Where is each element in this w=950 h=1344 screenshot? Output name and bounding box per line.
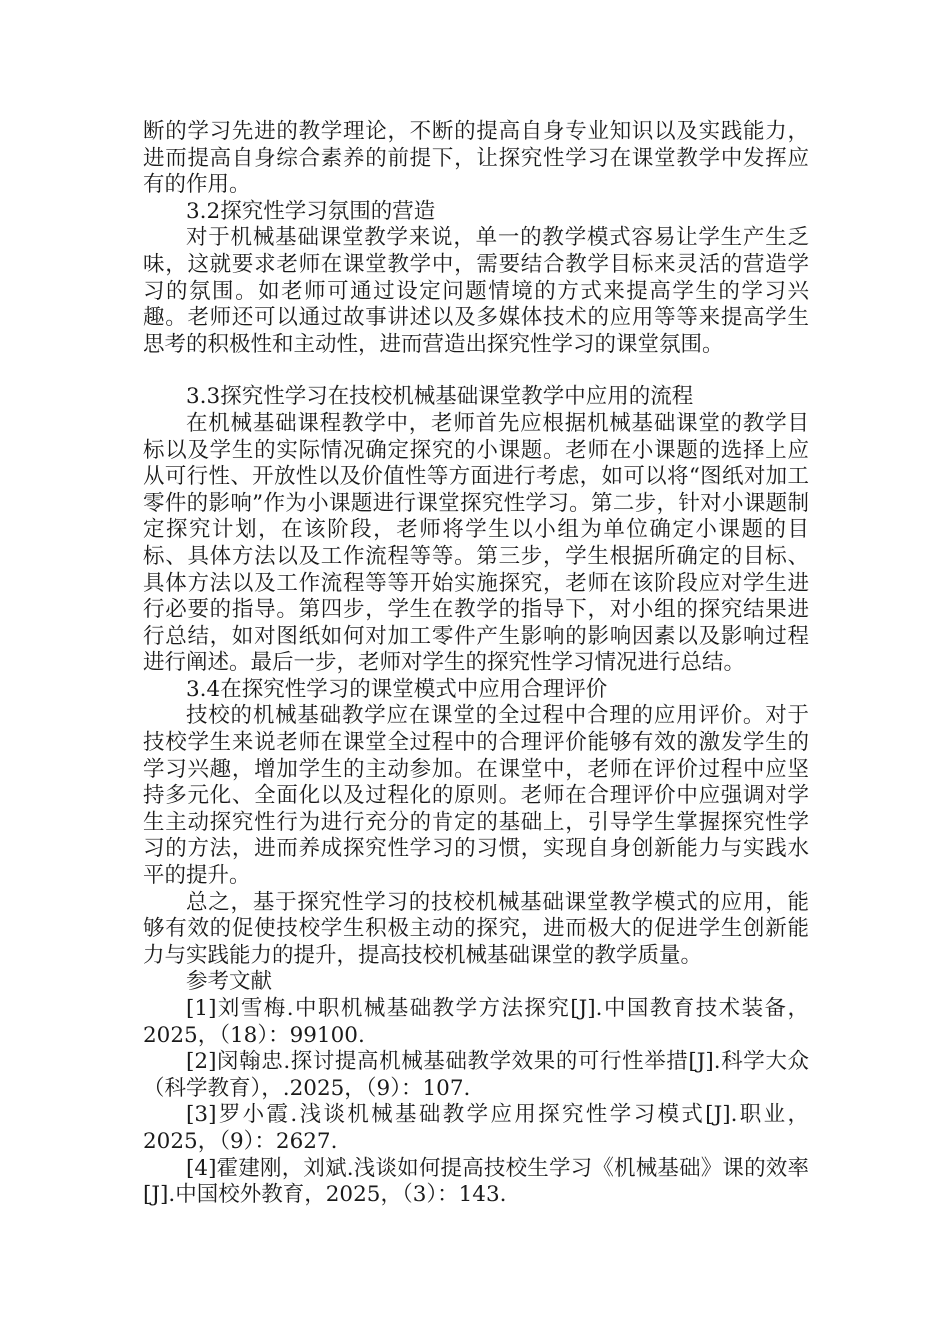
reference-item-1: [1]刘雪梅.中职机械基础教学方法探究[J].中国教育技术装备，2025，（18）：99100. bbox=[143, 996, 809, 1048]
section-heading-3-4: 3.4在探究性学习的课堂模式中应用合理评价 bbox=[186, 676, 608, 702]
reference-item-4: [4]霍建刚，刘斌.浅谈如何提高技校生学习《机械基础》课的效率[J].中国校外教育，2025，（3）：143. bbox=[143, 1155, 809, 1208]
reference-item-2: [2]闵翰忠.探讨提高机械基础教学效果的可行性举措[J].科学大众（科学教育），.2025，（9）：107. bbox=[143, 1049, 809, 1101]
section-heading-3-3: 3.3探究性学习在技校机械基础课堂教学中应用的流程 bbox=[186, 384, 694, 410]
paragraph-continued: 断的学习先进的教学理论，不断的提高自身专业知识以及实践能力，进而提高自身综合素养的前提下，让探究性学习在课堂教学中发挥应有的作用。 bbox=[143, 119, 809, 198]
paragraph-conclusion: 总之，基于探究性学习的技校机械基础课堂教学模式的应用，能够有效的促使技校学生积极主动的探究，进而极大的促进学生创新能力与实践能力的提升，提高技校机械基础课堂的教学质量。 bbox=[143, 889, 809, 968]
paragraph-3-2: 对于机械基础课堂教学来说，单一的教学模式容易让学生产生乏味，这就要求老师在课堂教学中，需要结合教学目标来灵活的营造学习的氛围。如老师可通过设定问题情境的方式来提高学生的学习兴趣。老师还可以通过故事讲述以及多媒体技术的应用等等来提高学生思考的积极性和主动性，进而营造出探究性学习的课堂氛围。 bbox=[143, 225, 809, 357]
references-heading: 参考文献 bbox=[186, 969, 273, 995]
section-heading-3-2: 3.2探究性学习氛围的营造 bbox=[186, 198, 436, 224]
reference-item-3: [3]罗小霞.浅谈机械基础教学应用探究性学习模式[J].职业，2025，（9）：2627. bbox=[143, 1102, 809, 1154]
paragraph-3-3: 在机械基础课程教学中，老师首先应根据机械基础课堂的教学目标以及学生的实际情况确定探究的小课题。老师在小课题的选择上应从可行性、开放性以及价值性等方面进行考虑，如可以将“图纸对加工零件的影响”作为小课题进行课堂探究性学习。第二步，针对小课题制定探究计划，在该阶段，老师将学生以小组为单位确定小课题的目标、具体方法以及工作流程等等。第三步，学生根据所确定的目标、具体方法以及工作流程等等开始实施探究，老师在该阶段应对学生进行必要的指导。第四步，学生在教学的指导下，对小组的探究结果进行总结，如对图纸如何对加工零件产生影响的影响因素以及影响过程进行阐述。最后一步，老师对学生的探究性学习情况进行总结。 bbox=[143, 410, 809, 676]
document-page bbox=[143, 119, 809, 1209]
paragraph-3-4: 技校的机械基础教学应在课堂的全过程中合理的应用评价。对于技校学生来说老师在课堂全过程中的合理评价能够有效的激发学生的学习兴趣，增加学生的主动参加。在课堂中，老师在评价过程中应坚持多元化、全面化以及过程化的原则。老师在合理评价中应强调对学生主动探究性行为进行充分的肯定的基础上，引导学生掌握探究性学习的方法，进而养成探究性学习的习惯，实现自身创新能力与实践水平的提升。 bbox=[143, 703, 809, 889]
